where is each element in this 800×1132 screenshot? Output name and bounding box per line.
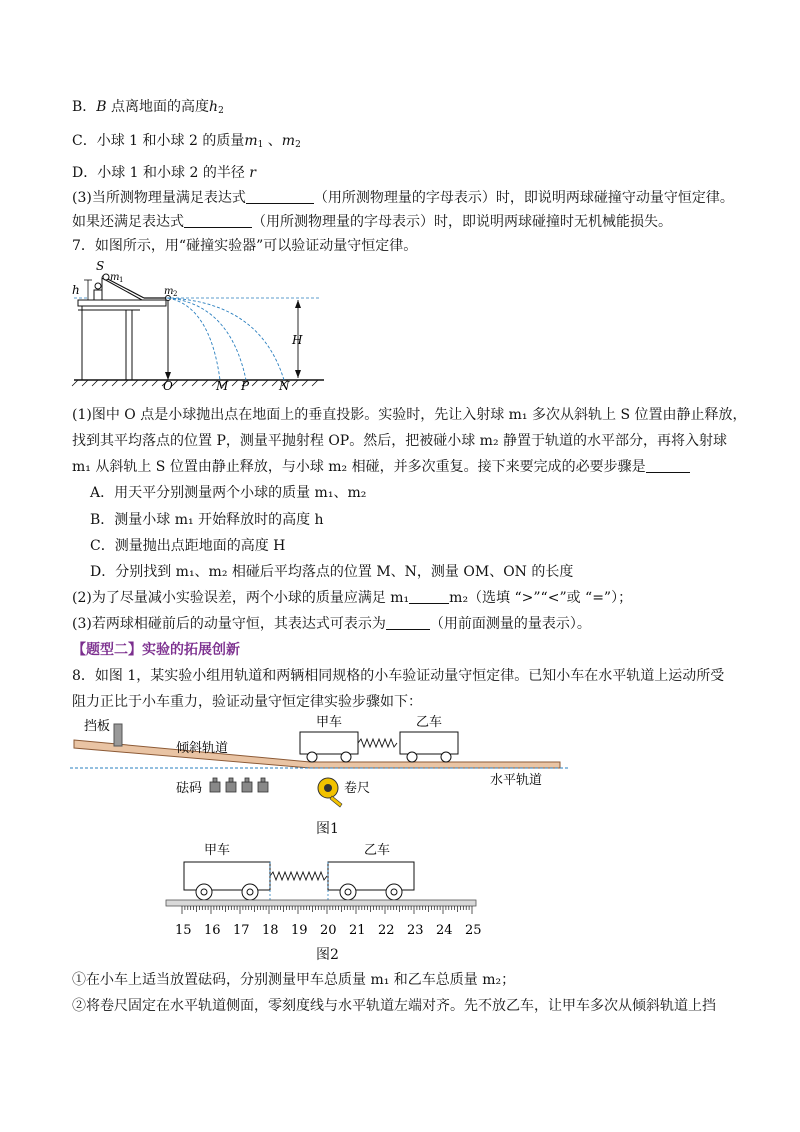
- q7-option-b: B．测量小球 m₁ 开始释放时的高度 h: [90, 512, 324, 528]
- label-car-a: 甲车: [204, 843, 231, 858]
- label-P: P: [241, 379, 250, 390]
- label-H: H: [292, 333, 303, 347]
- ruler-tick-label: 19: [291, 923, 308, 938]
- q7-option-c: C．测量抛出点距地面的高度 H: [90, 538, 286, 554]
- answer-blank[interactable]: [246, 189, 314, 204]
- weights-icon: [210, 778, 268, 792]
- label-incline-track: 倾斜轨道: [176, 741, 229, 756]
- q8-step1: ①在小车上适当放置砝码，分别测量甲车总质量 m₁ 和乙车总质量 m₂；: [72, 972, 516, 988]
- ruler-tick-label: 20: [320, 923, 337, 938]
- label-weights: 砝码: [176, 781, 203, 796]
- label-car-a: 甲车: [316, 715, 343, 730]
- answer-blank[interactable]: [386, 615, 430, 630]
- collision-apparatus-figure: [70, 258, 330, 390]
- section-heading: 【题型二】实验的拓展创新: [72, 642, 240, 658]
- label-N: N: [279, 379, 290, 390]
- tape-measure-icon: [318, 778, 342, 807]
- label-O: O: [163, 379, 173, 390]
- label-m2-sub: 2: [173, 290, 178, 298]
- label-car-b: 乙车: [416, 715, 443, 730]
- q7-option-d: D．分别找到 m₁、m₂ 相碰后平均落点的位置 M、N，测量 OM、ON 的长度: [90, 564, 574, 580]
- q6-option-b: B．B 点离地面的高度$h_2$: [72, 99, 224, 116]
- q7-part3: (3)若两球相碰前后的动量守恒，其表达式可表示为 （用前面测量的量表示）。: [72, 616, 591, 632]
- label-h: h: [72, 283, 80, 297]
- ruler-tick-label: 22: [378, 923, 395, 938]
- label-m2: m: [164, 286, 174, 297]
- answer-blank[interactable]: [184, 213, 252, 228]
- q7-stem: 7．如图所示，用“碰撞实验器”可以验证动量守恒定律。: [72, 238, 418, 254]
- ruler-tick-label: 25: [465, 923, 482, 938]
- figure-1-caption: 图1: [316, 821, 339, 837]
- answer-blank[interactable]: [646, 458, 690, 473]
- q8-stem-line1: 8．如图 1，某实验小组用轨道和两辆相同规格的小车验证动量守恒定律。已知小车在水平轨道上运动所受: [72, 668, 725, 684]
- label-tape: 卷尺: [344, 781, 371, 796]
- label-m1-sub: 1: [119, 276, 124, 284]
- q7-part1-line3: m₁ 从斜轨上 S 位置由静止释放，与小球 m₂ 相碰，并多次重复。接下来要完成的必要步骤是: [72, 457, 690, 477]
- ruler-tick-label: 24: [436, 923, 453, 938]
- label-s: S: [96, 259, 105, 273]
- figure-1-track-setup: [70, 712, 590, 812]
- ruler-tick-label: 18: [262, 923, 279, 938]
- answer-blank[interactable]: [409, 589, 449, 604]
- q6-part3-line1: (3)当所测物理量满足表达式 （用所测物理量的字母表示）时，即说明两球碰撞守动量守恒定律。: [72, 190, 734, 206]
- q6-option-d: D．小球 1 和小球 2 的半径 r: [72, 165, 256, 181]
- label-horizontal-track: 水平轨道: [490, 773, 543, 788]
- q8-step2: ②将卷尺固定在水平轨道侧面，零刻度线与水平轨道左端对齐。先不放乙车，让甲车多次从倾斜轨道上挡: [72, 998, 716, 1014]
- label-M: M: [216, 379, 229, 390]
- label-baffle: 挡板: [84, 719, 111, 734]
- ruler-tick-label: 17: [233, 923, 250, 938]
- ruler-tick-label: 21: [349, 923, 366, 938]
- figure-2-caption: 图2: [316, 947, 339, 963]
- q7-part2: (2)为了尽量减小实验误差，两个小球的质量应满足 m₁ m₂（选填 “>”“<”或 “=”）；: [72, 590, 633, 606]
- q6-option-c: C．小球 1 和小球 2 的质量$m_1$ 、$m_2$: [72, 133, 301, 150]
- q6-part3-line2: 如果还满足表达式 （用所测物理量的字母表示）时，即说明两球碰撞时无机械能损失。: [72, 214, 672, 230]
- q7-part1-line1: (1)图中 O 点是小球抛出点在地面上的垂直投影。实验时，先让入射球 m₁ 多次从斜轨上 S 位置由静止释放，: [72, 407, 747, 423]
- label-car-b: 乙车: [364, 843, 391, 858]
- ruler-tick-label: 15: [175, 923, 192, 938]
- q8-stem-line2: 阻力正比于小车重力，验证动量守恒定律实验步骤如下：: [72, 694, 422, 710]
- figure-2-ruler-setup: [160, 838, 490, 946]
- ruler-tick-label: 23: [407, 923, 424, 938]
- ruler-tick-label: 16: [204, 923, 221, 938]
- q7-part1-line2: 找到其平均落点的位置 P，测量平抛射程 OP。然后，把被碰小球 m₂ 静置于轨道的水平部分，再将入射球: [72, 433, 728, 449]
- q7-option-a: A．用天平分别测量两个小球的质量 m₁、m₂: [90, 485, 367, 501]
- label-m1: m: [110, 272, 120, 283]
